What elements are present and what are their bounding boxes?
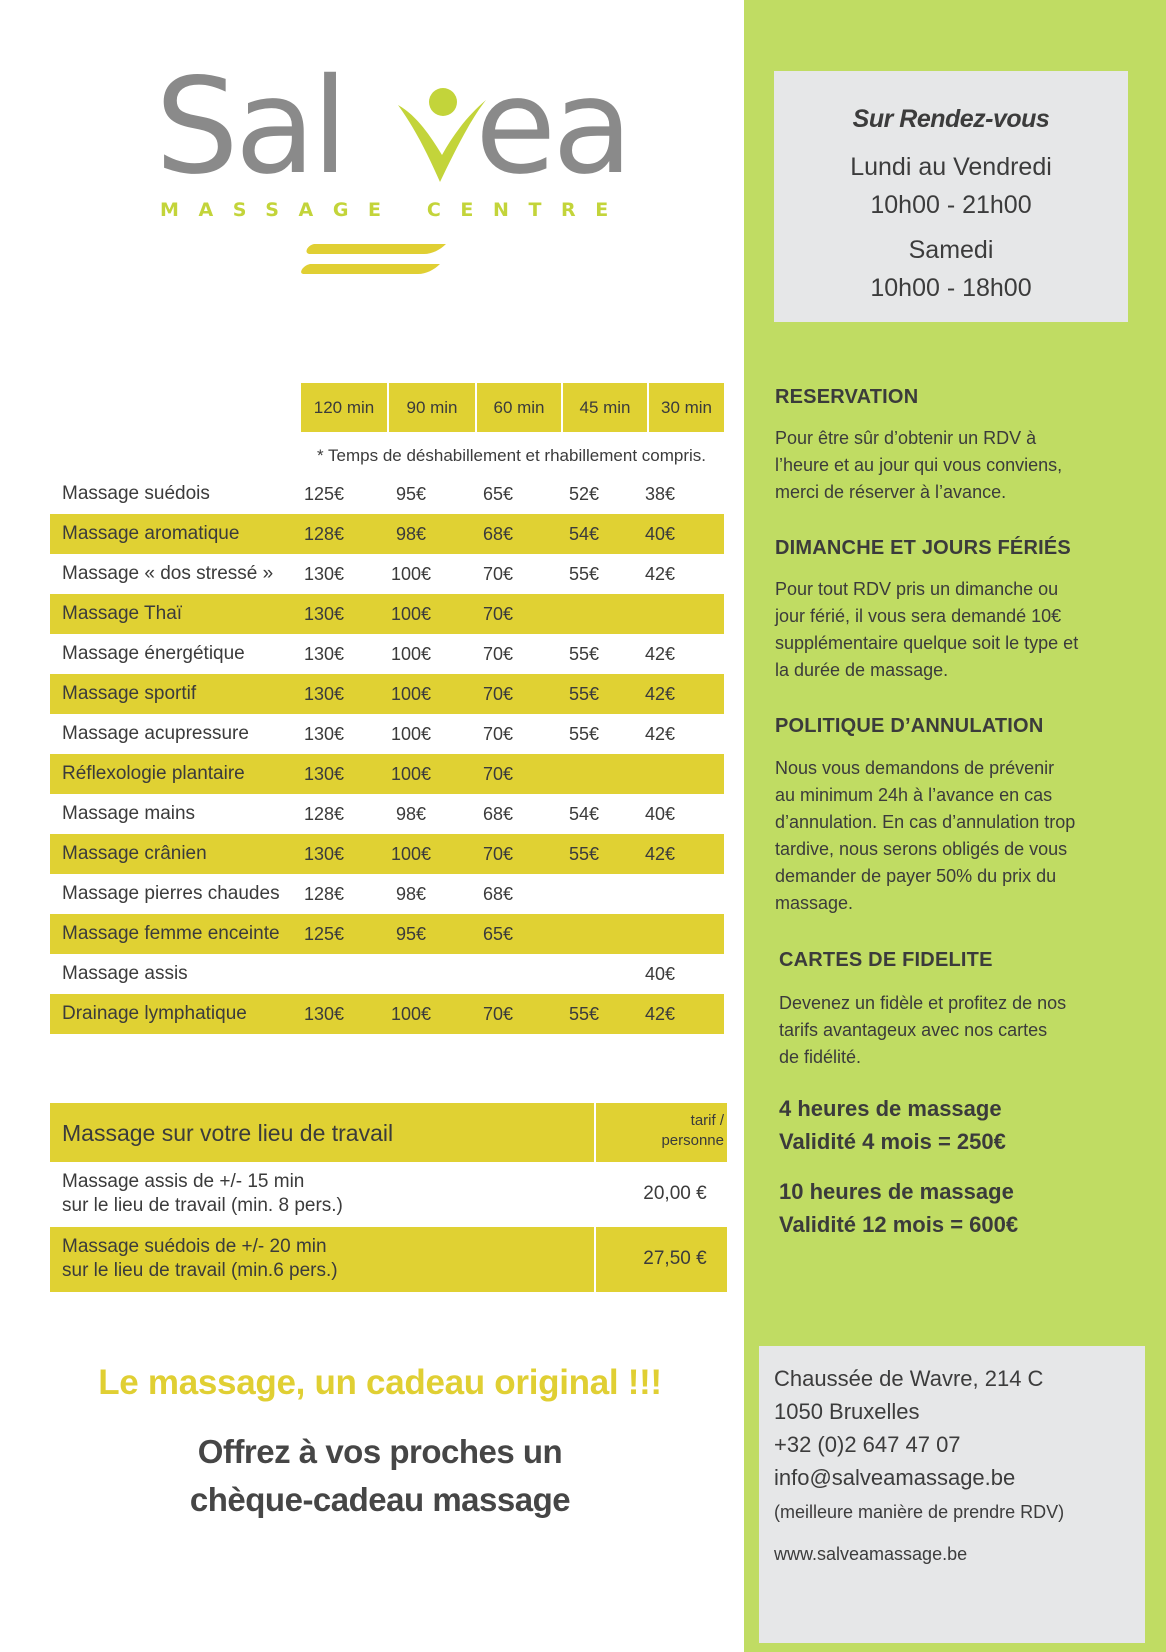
loyalty-line: de fidélité. (779, 1047, 862, 1067)
cancellation-line: tardive, nous serons obligés de vous (775, 839, 1068, 859)
price-row (50, 994, 724, 1034)
massage-name: Massage pierres chaudes (62, 883, 280, 904)
cancellation-line: Nous vous demandons de prévenir (775, 758, 1055, 778)
workplace-price-header-line: tarif / (690, 1112, 724, 1129)
price-row (50, 714, 724, 754)
workplace-price: 20,00 € (643, 1183, 707, 1204)
price-cell: 100€ (390, 764, 432, 784)
duration-header-90: 90 min (389, 383, 475, 432)
hours-saturday-time: 10h00 - 18h00 (870, 274, 1032, 302)
price-cell: 42€ (644, 684, 676, 704)
contact-phone[interactable]: +32 (0)2 647 47 07 (774, 1432, 961, 1457)
price-cell: 130€ (303, 764, 345, 784)
massage-name: Massage « dos stressé » (62, 563, 274, 584)
price-cell: 98€ (395, 804, 427, 824)
price-row (50, 874, 724, 914)
price-cell: 130€ (303, 644, 345, 664)
duration-header-45: 45 min (563, 383, 647, 432)
reservation-line: l’heure et au jour qui vous conviens, (775, 455, 1063, 475)
price-cell: 40€ (644, 524, 676, 544)
price-cell: 130€ (303, 684, 345, 704)
price-cell: 40€ (644, 964, 676, 984)
loyalty-line: tarifs avantageux avec nos cartes (779, 1020, 1048, 1040)
price-cell: 100€ (390, 684, 432, 704)
price-row (50, 754, 724, 794)
reservation-line: Pour être sûr d’obtenir un RDV à (775, 428, 1037, 448)
sunday-title: DIMANCHE ET JOURS FÉRIÉS (775, 537, 1071, 559)
price-cell: 95€ (395, 484, 427, 504)
price-cell: 100€ (390, 724, 432, 744)
massage-name: Massage crânien (62, 843, 207, 864)
loyalty-text (779, 990, 1119, 1071)
price-row (50, 554, 724, 594)
hours-title: Sur Rendez-vous (852, 105, 1050, 133)
cancellation-line: au minimum 24h à l’avance en cas (775, 785, 1053, 805)
card2-validity: Validité 12 mois = 600€ (779, 1212, 1019, 1237)
price-cell: 55€ (568, 684, 600, 704)
price-row (50, 794, 724, 834)
workplace-description (62, 1170, 343, 1218)
price-cell: 52€ (568, 484, 600, 504)
card2-hours: 10 heures de massage (779, 1179, 1014, 1204)
workplace-price-header (600, 1111, 724, 1151)
price-cell: 130€ (303, 844, 345, 864)
workplace-separator (594, 1103, 596, 1295)
price-row (50, 834, 724, 874)
price-cell: 70€ (482, 764, 514, 784)
workplace-price-header-line: personne (661, 1132, 724, 1149)
contact-email[interactable]: info@salveamassage.be (774, 1465, 1016, 1490)
price-cell: 38€ (644, 484, 676, 504)
massage-name: Drainage lymphatique (62, 1003, 247, 1024)
price-cell: 128€ (303, 804, 345, 824)
reservation-text (775, 425, 1115, 506)
undressing-note: * Temps de déshabillement et rhabillement compris. (317, 446, 706, 465)
massage-name: Massage assis (62, 963, 188, 984)
price-cell: 100€ (390, 564, 432, 584)
price-cell: 42€ (644, 724, 676, 744)
price-cell: 42€ (644, 844, 676, 864)
massage-name: Massage aromatique (62, 523, 240, 544)
price-cell: 55€ (568, 724, 600, 744)
cancellation-line: d’annulation. En cas d’annulation trop (775, 812, 1076, 832)
price-cell: 54€ (568, 804, 600, 824)
price-cell: 65€ (482, 484, 514, 504)
reservation-line: merci de réserver à l’avance. (775, 482, 1007, 502)
price-cell: 95€ (395, 924, 427, 944)
logo-v-figure (398, 88, 486, 182)
price-row (50, 674, 724, 714)
price-cell: 55€ (568, 844, 600, 864)
price-row (50, 514, 724, 554)
price-cell: 130€ (303, 1004, 345, 1024)
massage-name: Massage acupressure (62, 723, 249, 744)
reservation-title: RESERVATION (775, 386, 919, 408)
duration-header-60: 60 min (477, 383, 561, 432)
gift-title: Le massage, un cadeau original !!! (98, 1363, 662, 1402)
logo-word-end: ea (475, 50, 630, 204)
price-cell: 100€ (390, 844, 432, 864)
duration-header-120: 120 min (301, 383, 387, 432)
price-row (50, 474, 724, 514)
price-cell: 40€ (644, 804, 676, 824)
price-cell: 70€ (482, 724, 514, 744)
sunday-line: supplémentaire quelque soit le type et (775, 633, 1079, 653)
contact-city: 1050 Bruxelles (774, 1399, 920, 1424)
price-cell: 55€ (568, 1004, 600, 1024)
price-cell: 100€ (390, 1004, 432, 1024)
gift-line-1: Offrez à vos proches un (197, 1433, 563, 1470)
contact-website[interactable]: www.salveamassage.be (774, 1544, 968, 1564)
workplace-title: Massage sur votre lieu de travail (62, 1120, 394, 1146)
card1-hours: 4 heures de massage (779, 1096, 1002, 1121)
price-cell: 68€ (482, 884, 514, 904)
massage-name: Massage Thaï (62, 603, 183, 624)
loyalty-line: Devenez un fidèle et profitez de nos (779, 993, 1067, 1013)
massage-name: Massage sportif (62, 683, 197, 704)
salvea-logo (155, 50, 630, 204)
price-row (50, 954, 724, 994)
massage-name: Massage mains (62, 803, 196, 824)
price-cell: 55€ (568, 564, 600, 584)
hours-weekdays: Lundi au Vendredi (850, 153, 1052, 181)
hours-weekdays-time: 10h00 - 21h00 (870, 191, 1032, 219)
price-cell: 54€ (568, 524, 600, 544)
logo-subtitle: MASSAGE CENTRE (160, 199, 628, 221)
contact-email-note: (meilleure manière de prendre RDV) (774, 1502, 1065, 1522)
workplace-price: 27,50 € (643, 1248, 707, 1269)
contact-street: Chaussée de Wavre, 214 C (774, 1366, 1044, 1391)
cancellation-line: demander de payer 50% du prix du (775, 866, 1057, 886)
price-cell: 68€ (482, 804, 514, 824)
price-cell: 100€ (390, 604, 432, 624)
price-cell: 130€ (303, 724, 345, 744)
price-cell: 42€ (644, 1004, 676, 1024)
price-cell: 70€ (482, 644, 514, 664)
massage-name: Massage énergétique (62, 643, 245, 664)
price-row (50, 634, 724, 674)
price-cell: 42€ (644, 644, 676, 664)
price-cell: 70€ (482, 564, 514, 584)
price-cell: 55€ (568, 644, 600, 664)
price-cell: 65€ (482, 924, 514, 944)
logo-bars-icon (300, 242, 450, 278)
price-cell: 130€ (303, 564, 345, 584)
price-cell: 130€ (303, 604, 345, 624)
sunday-line: jour férié, il vous sera demandé 10€ (775, 606, 1062, 626)
cancellation-text (775, 755, 1115, 917)
price-cell: 68€ (482, 524, 514, 544)
price-row (50, 594, 724, 634)
workplace-row (50, 1162, 727, 1225)
hours-saturday: Samedi (908, 236, 994, 264)
opening-hours-box (774, 71, 1128, 322)
sunday-text (775, 576, 1115, 684)
price-row (50, 914, 724, 954)
price-cell: 42€ (644, 564, 676, 584)
logo-word-start: Sal (155, 50, 345, 204)
duration-header-30: 30 min (649, 383, 724, 432)
card1-validity: Validité 4 mois = 250€ (779, 1129, 1006, 1154)
workplace-description-line: Massage assis de +/- 15 min (62, 1171, 305, 1192)
workplace-description-line: sur le lieu de travail (min. 8 pers.) (62, 1195, 343, 1216)
price-cell: 70€ (482, 844, 514, 864)
workplace-description-line: sur le lieu de travail (min.6 pers.) (62, 1260, 338, 1281)
cancellation-line: massage. (775, 893, 854, 913)
price-cell: 70€ (482, 1004, 514, 1024)
sunday-line: Pour tout RDV pris un dimanche ou (775, 579, 1059, 599)
price-cell: 70€ (482, 684, 514, 704)
price-cell: 98€ (395, 884, 427, 904)
cancellation-title: POLITIQUE D’ANNULATION (775, 715, 1044, 737)
price-cell: 125€ (303, 924, 345, 944)
massage-name: Massage suédois (62, 483, 210, 504)
price-cell: 70€ (482, 604, 514, 624)
workplace-description (62, 1235, 338, 1283)
price-cell: 100€ (390, 644, 432, 664)
loyalty-title: CARTES DE FIDELITE (779, 949, 993, 971)
gift-line-2: chèque-cadeau massage (189, 1481, 571, 1518)
price-cell: 125€ (303, 484, 345, 504)
massage-name: Massage femme enceinte (62, 923, 280, 944)
sunday-line: la durée de massage. (775, 660, 949, 680)
contact-box (759, 1346, 1145, 1643)
massage-name: Réflexologie plantaire (62, 763, 245, 784)
workplace-row (50, 1227, 727, 1292)
price-cell: 128€ (303, 524, 345, 544)
price-cell: 128€ (303, 884, 345, 904)
price-cell: 98€ (395, 524, 427, 544)
workplace-description-line: Massage suédois de +/- 20 min (62, 1236, 327, 1257)
